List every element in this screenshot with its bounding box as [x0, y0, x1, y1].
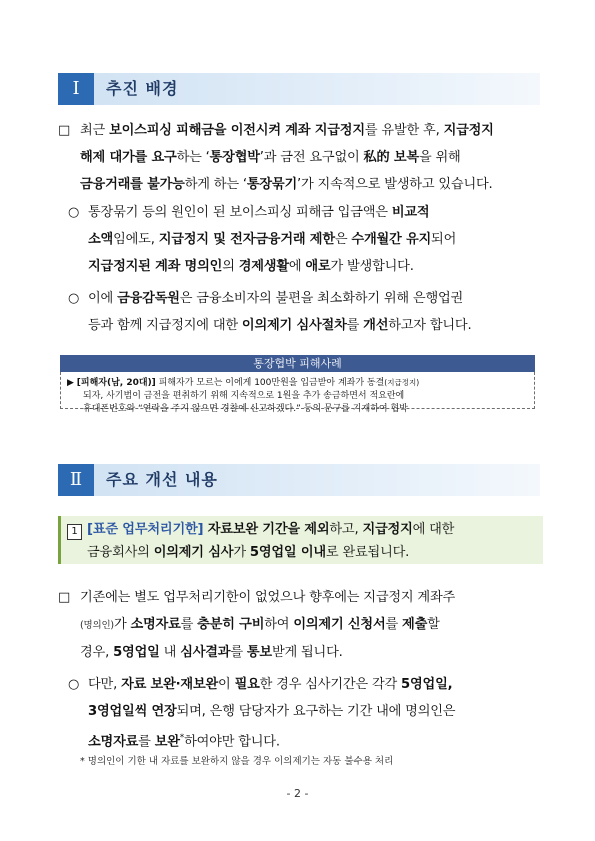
case-line: 휴대폰번호와 “연락을 주지 않으면 경찰에 신고하겠다.” 등의 문구를 기재하여 협박 [83, 404, 408, 414]
text-line: 다만, 자료 보완·재보완이 필요한 경우 심사기간은 각각 5영업일, [88, 677, 453, 692]
case-line: ▶ [피해자(남, 20대)] 피해자가 모르는 이에게 100만원을 입금받아 계좌가 동결(지급정지) [67, 378, 420, 388]
text-line: 최근 보이스피싱 피해금을 이전시켜 계좌 지급정지를 유발한 후, 지급정지 [80, 123, 494, 138]
circle-bullet-icon: ○ [68, 291, 80, 306]
case-label: [피해자(남, 20대)] [76, 378, 156, 388]
text-line: 소액임에도, 지급정지 및 전자금융거래 제한은 수개월간 유지되어 [88, 232, 457, 247]
text-line: [표준 업무처리기한] 자료보완 기간을 제외하고, 지급정지에 대한 [87, 522, 455, 537]
paragraph-background-3 [88, 285, 540, 339]
case-line: 되자, 사기범이 금전을 편취하기 위해 지속적으로 1원을 추가 송금하면서 적요란에 [83, 391, 405, 401]
callout-text [87, 518, 537, 564]
paragraph-background-1 [80, 117, 540, 198]
text-line: 기존에는 별도 업무처리기한이 없었으나 향후에는 지급정지 계좌주 [80, 590, 456, 605]
paragraph-improvement-1 [80, 584, 540, 666]
text-line: 소명자료를 보완*하여야만 합니다. [88, 733, 280, 750]
footnote: * 명의인이 기한 내 자료를 보완하지 않을 경우 이의제기는 자동 불수용 처리 [80, 756, 394, 767]
paragraph-improvement-2 [88, 671, 540, 755]
case-box-title: 통장협박 피해사례 [60, 355, 535, 372]
square-bullet-icon: □ [58, 123, 71, 138]
square-bullet-icon: □ [58, 590, 71, 605]
paragraph-background-2 [88, 199, 540, 280]
section-header-1 [58, 73, 540, 105]
section-number: Ⅱ [58, 464, 94, 496]
section-title: 주요 개선 내용 [106, 470, 218, 489]
case-box-body [60, 372, 535, 414]
text-line: 지급정지된 계좌 명의인의 경제생활에 애로가 발생합니다. [88, 259, 414, 274]
text-line: 3영업일씩 연장되며, 은행 담당자가 요구하는 기간 내에 명의인은 [88, 704, 456, 719]
circle-bullet-icon: ○ [68, 677, 80, 692]
section-title: 추진 배경 [106, 79, 179, 98]
text-line: 등과 함께 지급정지에 대한 이의제기 심사절차를 개선하고자 합니다. [88, 318, 472, 333]
section-number: Ⅰ [58, 73, 94, 105]
text-line: 이에 금융감독원은 금융소비자의 불편을 최소화하기 위해 은행업권 [88, 291, 464, 306]
text-line: 경우, 5영업일 내 심사결과를 통보받게 됩니다. [80, 645, 343, 660]
section-header-2 [58, 464, 540, 496]
text-line: 통장묶기 등의 원인이 된 보이스피싱 피해금 입금액은 비교적 [88, 205, 430, 220]
text-line: 금융거래를 불가능하게 하는 ‘통장묶기’가 지속적으로 발생하고 있습니다. [80, 177, 493, 192]
arrow-icon: ▶ [67, 378, 74, 388]
circle-bullet-icon: ○ [68, 205, 80, 220]
text-line: 금융회사의 이의제기 심사가 5영업일 이내로 완료됩니다. [87, 545, 410, 560]
page-number: - 2 - [286, 787, 309, 800]
text-line: 해제 대가를 요구하는 ‘통장협박’과 금전 요구없이 私的 보복을 위해 [80, 150, 461, 165]
text-line: (명의인)가 소명자료를 충분히 구비하여 이의제기 신청서를 제출할 [80, 617, 440, 632]
callout-box [58, 516, 543, 564]
callout-number-badge: 1 [67, 524, 82, 540]
